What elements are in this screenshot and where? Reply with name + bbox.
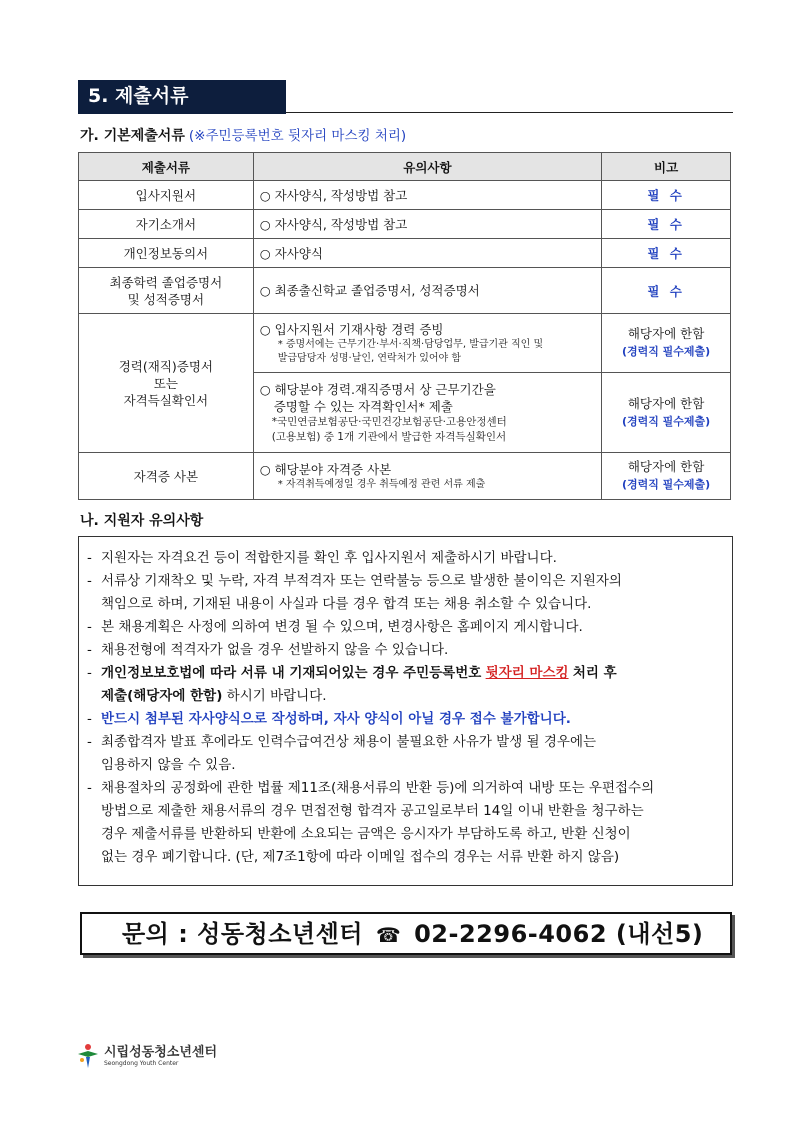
col-header-document: 제출서류 — [79, 153, 254, 181]
required-badge: 필 수 — [647, 188, 685, 203]
required-badge: 필 수 — [647, 246, 685, 261]
table-row — [79, 314, 731, 373]
cell-note: ○ 자사양식, 작성방법 참고 — [253, 181, 601, 210]
contact-banner — [80, 912, 732, 955]
cell-document-line: 자격득실확인서 — [123, 392, 209, 408]
divider — [286, 112, 733, 113]
notice-text: 채용절차의 공정화에 관한 법률 제11조(채용서류의 반환 등)에 의거하여 내방 또는 우편접수의 방법으로 제출한 채용서류의 경우 면접전형 합격자 공고일로부터 14일 이내 반환을 청구하는 경우 제출서류를 반환하되 반환에 소요되는 금액은 응시자가 부담하도록 하고, 반환 신청이 없는 경우 폐기합니다. (단, 제7조1항에 따라 이메일 접수의 경우는 서류 반환 하지 않음) — [101, 780, 655, 865]
remark-line: 해당자에 한함 — [627, 395, 705, 411]
remark-highlight: (경력직 필수제출) — [621, 345, 711, 358]
table-header-row — [79, 153, 731, 181]
list-item: - 반드시 첨부된 자사양식으로 작성하며, 자사 양식이 아닐 경우 접수 불가합니다. — [87, 708, 724, 731]
highlight-masking: 뒷자리 마스킹 — [485, 665, 569, 681]
list-item: - 최종합격자 발표 후에라도 인력수급여건상 채용이 불필요한 사유가 발생 될 경우에는 임용하지 않을 수 있음. — [87, 731, 724, 777]
notice-text: 최종합격자 발표 후에라도 인력수급여건상 채용이 불필요한 사유가 발생 될 경우에는 임용하지 않을 수 있음. — [101, 734, 597, 773]
center-logo — [76, 1040, 217, 1072]
list-item: - 채용전형에 적격자가 없을 경우 선발하지 않을 수 있습니다. — [87, 639, 724, 662]
note-line: ○ 해당분야 자격증 사본 — [259, 461, 392, 477]
contact-label: 문의 : 성동청소년센터 — [122, 920, 363, 948]
contact-phone: 02-2296-4062 (내선5) — [414, 920, 704, 948]
list-item: - 개인정보보호법에 따라 서류 내 기재되어있는 경우 주민등록번호 뒷자리 마스킹 처리 후 제출(해당자에 한함) 하시기 바랍니다. — [87, 662, 724, 708]
subheading-title: 가. 기본제출서류 — [80, 128, 185, 144]
note-small: (고용보험) 중 1개 기관에서 발급한 자격득실확인서 — [271, 430, 507, 443]
note-line: 증명할 수 있는 자격확인서* 제출 — [273, 398, 453, 414]
subheading-applicant-notes — [80, 510, 203, 530]
cell-document: 입사지원서 — [79, 181, 254, 210]
table-row — [79, 268, 731, 314]
col-header-remark: 비고 — [602, 153, 731, 181]
cell-note — [253, 314, 601, 373]
remark-line: 해당자에 한함 — [627, 326, 705, 341]
cell-note: ○ 자사양식 — [253, 239, 601, 268]
cell-document: 개인정보동의서 — [79, 239, 254, 268]
required-badge: 필 수 — [647, 283, 685, 299]
notice-text: 채용전형에 적격자가 없을 경우 선발하지 않을 수 있습니다. — [101, 642, 449, 658]
documents-table — [78, 152, 731, 500]
cell-remark — [602, 314, 731, 373]
table-row — [79, 210, 731, 239]
cell-remark — [602, 373, 731, 453]
cell-document — [79, 268, 254, 314]
cell-document: 자격증 사본 — [79, 453, 254, 500]
note-line: ○ 해당분야 경력.재직증명서 상 근무기간을 — [259, 381, 496, 397]
col-header-notes: 유의사항 — [253, 153, 601, 181]
note-small: *국민연금보험공단·국민건강보험공단·고용안정센터 — [271, 415, 507, 428]
cell-document-line: 최종학력 졸업증명서 — [109, 274, 223, 290]
table-row — [79, 239, 731, 268]
logo-text-ko: 시립성동청소년센터 — [104, 1044, 218, 1060]
list-item: - 서류상 기재착오 및 누락, 자격 부적격자 또는 연락불능 등으로 발생한 불이익은 지원자의 책임으로 하며, 기재된 내용이 사실과 다를 경우 합격 또는 채용 취소할 수 있습니다. — [87, 570, 724, 616]
cell-document-line: 또는 — [153, 375, 178, 391]
cell-note: ○ 최종출신학교 졸업증명서, 성적증명서 — [253, 268, 601, 314]
list-item: - 지원자는 자격요건 등이 적합한지를 확인 후 입사지원서 제출하시기 바랍니다. — [87, 547, 724, 570]
cell-remark — [602, 239, 731, 268]
table-row — [79, 453, 731, 500]
note-small: * 증명서에는 근무기간·부서·직책·담당업무, 발급기관 직인 및 — [277, 338, 544, 350]
remark-highlight: (경력직 필수제출) — [621, 414, 711, 428]
cell-document-line: 경력(재직)증명서 — [118, 358, 213, 374]
section-header — [78, 80, 733, 114]
cell-note — [253, 453, 601, 500]
logo-icon — [76, 1042, 100, 1070]
cell-remark — [602, 268, 731, 314]
notice-text-emphasis: 반드시 첨부된 자사양식으로 작성하며, 자사 양식이 아닐 경우 접수 불가합니다. — [101, 711, 571, 727]
subheading-basic-docs — [80, 124, 406, 145]
note-small: * 자격취득예정일 경우 취득예정 관련 서류 제출 — [277, 478, 486, 490]
note-small: 발급담당자 성명·날인, 연락처가 있어야 함 — [277, 352, 462, 364]
subheading-title: 나. 지원자 유의사항 — [80, 513, 204, 529]
cell-note: ○ 자사양식, 작성방법 참고 — [253, 210, 601, 239]
table-row — [79, 181, 731, 210]
list-item: - 채용절차의 공정화에 관한 법률 제11조(채용서류의 반환 등)에 의거하여 내방 또는 우편접수의 방법으로 제출한 채용서류의 경우 면접전형 합격자 공고일로부터 14일 이내 반환을 청구하는 경우 제출서류를 반환하되 반환에 소요되는 금액은 응시자가 부담하도록 하고, 반환 신청이 없는 경우 폐기합니다. (단, 제7조1항에 따라 이메일 접수의 경우는 서류 반환 하지 않음) — [87, 777, 724, 869]
notice-text: 본 채용계획은 사정에 의하여 변경 될 수 있으며, 변경사항은 홈페이지 게시합니다. — [101, 619, 583, 635]
cell-remark — [602, 181, 731, 210]
required-badge: 필 수 — [647, 217, 685, 232]
cell-remark — [602, 453, 731, 500]
remark-highlight: (경력직 필수제출) — [621, 478, 711, 491]
phone-icon: ☎ — [375, 923, 402, 947]
logo-text-en: Seongdong Youth Center — [104, 1059, 179, 1067]
cell-document-line: 및 성적증명서 — [127, 291, 205, 307]
cell-note — [253, 373, 601, 453]
cell-document — [79, 314, 254, 453]
cell-remark — [602, 210, 731, 239]
section-title: 5. 제출서류 — [78, 80, 286, 113]
divider — [78, 112, 286, 114]
notice-text: 지원자는 자격요건 등이 적합한지를 확인 후 입사지원서 제출하시기 바랍니다. — [101, 550, 557, 566]
note-line: ○ 입사지원서 기재사항 경력 증빙 — [259, 321, 444, 337]
remark-line: 해당자에 한함 — [627, 459, 705, 474]
notice-box — [78, 536, 733, 886]
list-item: - 본 채용계획은 사정에 의하여 변경 될 수 있으며, 변경사항은 홈페이지 게시합니다. — [87, 616, 724, 639]
subheading-note: (※주민등록번호 뒷자리 마스킹 처리) — [188, 128, 407, 144]
cell-document: 자기소개서 — [79, 210, 254, 239]
notice-text: 개인정보보호법에 따라 서류 내 기재되어있는 경우 주민등록번호 뒷자리 마스킹 처리 후 제출(해당자에 한함) 하시기 바랍니다. — [101, 665, 617, 704]
notice-text: 서류상 기재착오 및 누락, 자격 부적격자 또는 연락불능 등으로 발생한 불이익은 지원자의 책임으로 하며, 기재된 내용이 사실과 다를 경우 합격 또는 채용 취소할 수 있습니다. — [101, 573, 622, 612]
